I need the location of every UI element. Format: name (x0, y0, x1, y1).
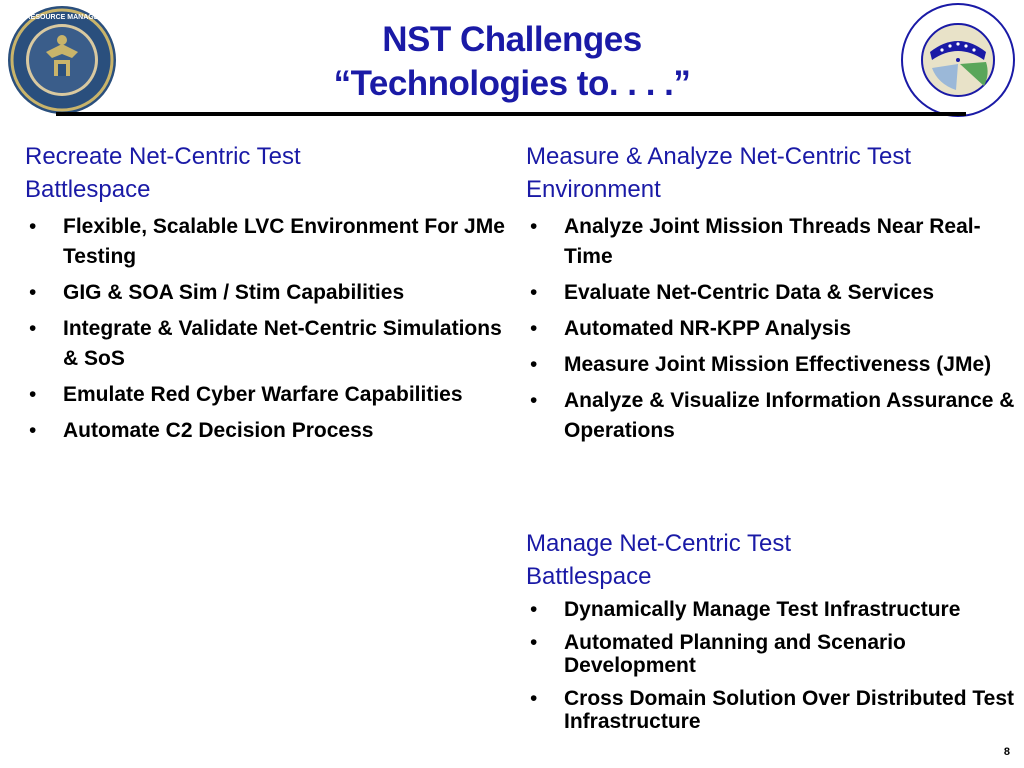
bullet-icon: • (530, 598, 538, 621)
list-item-text: Integrate & Validate Net-Centric Simulations & SoS (63, 317, 502, 370)
title-divider (56, 112, 966, 116)
list-item (25, 380, 505, 410)
list-item (526, 631, 1016, 677)
list-item (526, 386, 1016, 446)
right-section-heading (526, 140, 911, 206)
list-item-text: Analyze & Visualize Information Assurance & Operations (564, 389, 1015, 442)
list-item (526, 350, 1016, 380)
bullet-icon: • (530, 353, 538, 376)
bullet-icon: • (530, 215, 538, 238)
slide-title-line-1: NST Challenges (382, 20, 642, 59)
left-section-heading (25, 140, 301, 206)
list-item (25, 212, 505, 272)
list-item (25, 416, 505, 446)
list-item-text: Flexible, Scalable LVC Environment For JMe Testing (63, 215, 505, 268)
list-item (526, 278, 1016, 308)
right-heading-2-line-1: Manage Net-Centric Test (526, 530, 792, 557)
slide-title-line-2: “Technologies to. . . .” (333, 64, 691, 103)
tsmo-seal-icon (6, 4, 118, 116)
list-item-text: Measure Joint Mission Effectiveness (JMe) (564, 353, 992, 376)
list-item (25, 314, 505, 374)
right-heading-line-2: Environment (526, 176, 661, 203)
bullet-icon: • (530, 317, 538, 340)
right-bullet-list-2 (526, 598, 1016, 733)
bullet-icon: • (530, 631, 538, 654)
list-item-text: Cross Domain Solution Over Distributed Test Infrastructure (564, 687, 1015, 733)
left-bullet-list (25, 212, 505, 446)
list-item (526, 212, 1016, 272)
svg-text:TEST RESOURCE MANAGEMENT: TEST RESOURCE MANAGEMENT (6, 14, 118, 21)
list-item-text: Automated NR-KPP Analysis (564, 317, 852, 340)
right-heading-2-line-2: Battlespace (526, 563, 652, 590)
list-item (526, 687, 1016, 733)
list-item-text: Evaluate Net-Centric Data & Services (564, 281, 934, 304)
list-item-text: Automated Planning and Scenario Development (564, 631, 906, 677)
bullet-icon: • (29, 281, 37, 304)
test-evaluation-science-technology-seal-icon (900, 2, 1016, 118)
left-heading-line-2: Battlespace (25, 176, 151, 203)
left-heading-line-1: Recreate Net-Centric Test (25, 143, 301, 170)
right-section-heading-2 (526, 527, 791, 593)
list-item-text: Emulate Red Cyber Warfare Capabilities (63, 383, 463, 406)
bullet-icon: • (530, 687, 538, 710)
list-item-text: Automate C2 Decision Process (63, 419, 374, 442)
bullet-icon: • (29, 317, 37, 340)
list-item (25, 278, 505, 308)
list-item (526, 598, 1016, 621)
right-bullet-list (526, 212, 1016, 446)
list-item-text: Dynamically Manage Test Infrastructure (564, 598, 961, 621)
list-item-text: GIG & SOA Sim / Stim Capabilities (63, 281, 405, 304)
bullet-icon: • (530, 389, 538, 412)
bullet-icon: • (29, 383, 37, 406)
bullet-icon: • (29, 215, 37, 238)
bullet-icon: • (29, 419, 37, 442)
bullet-icon: • (530, 281, 538, 304)
list-item (526, 314, 1016, 344)
right-heading-line-1: Measure & Analyze Net-Centric Test (526, 143, 912, 170)
list-item-text: Analyze Joint Mission Threads Near Real-Time (564, 215, 981, 268)
page-number: 8 (1003, 746, 1010, 758)
